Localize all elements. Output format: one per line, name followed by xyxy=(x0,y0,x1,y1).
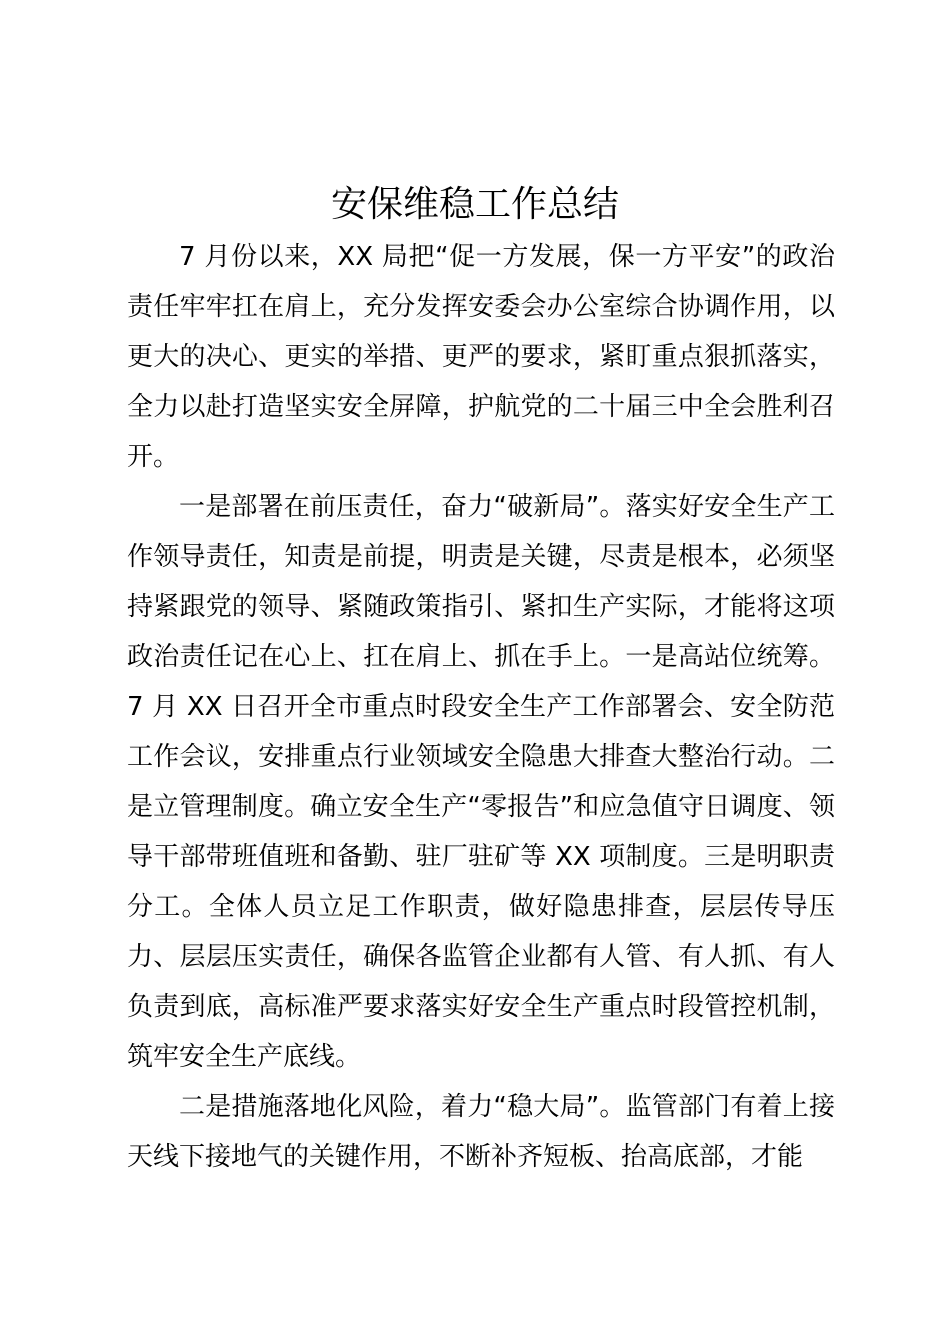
paragraph-intro: 7 月份以来，XX 局把“促一方发展，保一方平安”的政治责任牢牢扛在肩上，充分发挥安委会办公室综合协调作用，以更大的决心、更实的举措、更严的要求，紧盯重点狠抓落实，全力以赴打造坚实安全屏障，护航党的二十届三中全会胜利召开。 xyxy=(127,242,835,472)
paragraph-section-one: 一是部署在前压责任，奋力“破新局”。落实好安全生产工作领导责任，知责是前提，明责是关键，尽责是根本，必须坚持紧跟党的领导、紧随政策指引、紧扣生产实际，才能将这项政治责任记在心上、扛在肩上、抓在手上。一是高站位统筹。7 月 XX 日召开全市重点时段安全生产工作部署会、安全防范工作会议，安排重点行业领域安全隐患大排查大整治行动。二是立管理制度。确立安全生产“零报告”和应急值守日调度、领导干部带班值班和备勤、驻厂驻矿等 XX 项制度。三是明职责分工。全体人员立足工作职责，做好隐患排查，层层传导压力、层层压实责任，确保各监管企业都有人管、有人抓、有人负责到底，高标准严要求落实好安全生产重点时段管控机制，筑牢安全生产底线。 xyxy=(127,492,835,1072)
document-title: 安保维稳工作总结 xyxy=(330,184,619,225)
paragraph-section-two: 二是措施落地化风险，着力“稳大局”。监管部门有着上接天线下接地气的关键作用，不断补齐短板、抬高底部，才能 xyxy=(127,1092,835,1172)
document-body xyxy=(127,232,835,1182)
